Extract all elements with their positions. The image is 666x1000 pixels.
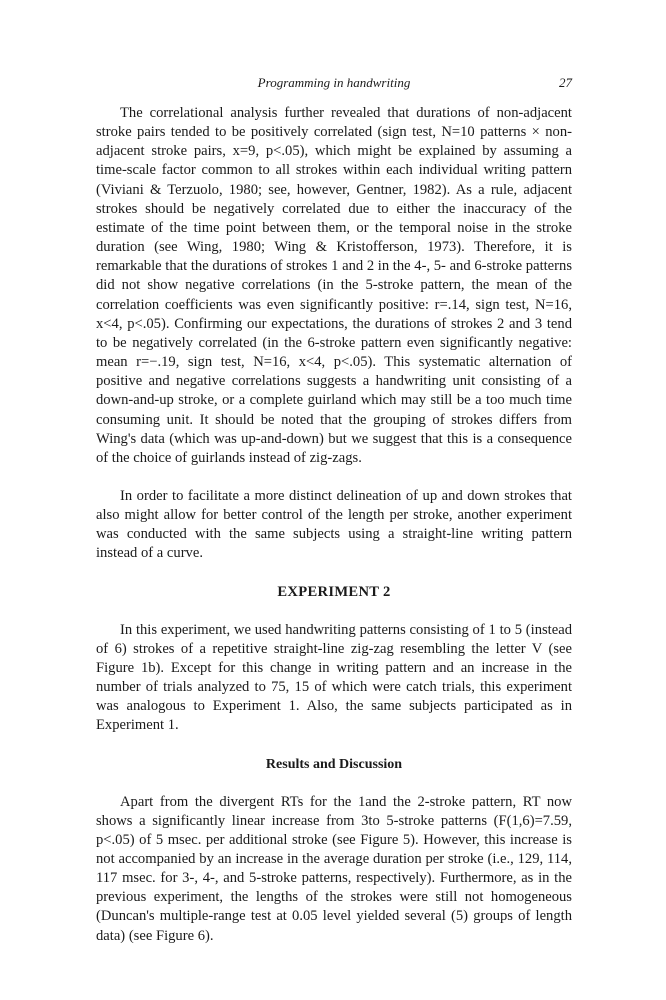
running-title: Programming in handwriting: [257, 75, 411, 90]
running-head: [96, 74, 572, 92]
subsection-heading-results: Results and Discussion: [265, 756, 403, 772]
paragraph-correlational-analysis: The correlational analysis further revealed that durations of non-adjacent stroke pairs tended to be positively correlated (sign test, N=10 patterns × non-adjacent stroke pairs, x=9, p<.05), which might be explained by assuming a time-scale factor common to all strokes within each individual writing pattern (Viviani & Terzuolo, 1980; see, however, Gentner, 1982). As a rule, adjacent strokes should be negatively correlated due to either the inaccuracy of the estimate of the time point between them, or the temporal noise in the stroke duration (see Wing, 1980; Wing & Kristofferson, 1973). Therefore, it is remarkable that the durations of strokes 1 and 2 in the 4-, 5- and 6-stroke patterns did not show negative correlations (in the 5-stroke pattern, the mean of the correlation coefficients was even significantly positive: r=.14, sign test, N=16, x<4, p<.05). Confirming our expectations, the durations of strokes 2 and 3 tend to be negatively correlated (in the 6-stroke pattern even significantly negative: mean r=−.19, sign test, N=16, x<4, p<.05). This systematic alternation of positive and negative correlations suggests a handwriting unit consisting of a down-and-up stroke, or a complete guirland which may still be a too much time consuming unit. It should be noted that the grouping of strokes differs from Wing's data (which was up-and-down) but we suggest that this is a consequence of the choice of guirlands instead of zig-zags.: [96, 105, 572, 466]
paragraph-experiment-2-method: In this experiment, we used handwriting patterns consisting of 1 to 5 (instead of 6) strokes of a repetitive straight-line zig-zag resembling the letter V (see Figure 1b). Except for this change in writing pattern and an increase in the number of trials analyzed to 75, 15 of which were catch trials, this experiment was analogous to Experiment 1. Also, the same subjects participated as in Experiment 1.: [96, 621, 572, 734]
section-gap: [96, 736, 572, 755]
body-text: [96, 104, 572, 946]
section-heading-experiment-2: EXPERIMENT 2: [277, 583, 391, 600]
section-gap: [96, 564, 572, 583]
paragraph-gap: [96, 468, 572, 487]
paragraph-straight-line-motivation: In order to facilitate a more distinct delineation of up and down strokes that also might allow for better control of the length per stroke, another experiment was conducted with the same subjects using a straight-line writing pattern instead of a curve.: [96, 487, 572, 562]
page-number: 27: [559, 75, 572, 90]
paragraph-results: Apart from the divergent RTs for the 1and the 2-stroke pattern, RT now shows a significantly linear increase from 3to 5-stroke patterns (F(1,6)=7.59, p<.05) of 5 msec. per additional stroke (see Figure 5). However, this increase is not accompanied by an increase in the average duration per stroke (i.e., 129, 114, 117 msec. for 3-, 4-, and 5-stroke patterns, respectively). Furthermore, as in the previous experiment, the lengths of the strokes were still not homogeneous (Duncan's multiple-range test at 0.05 level yielded several (5) groups of length data) (see Figure 6).: [96, 793, 572, 944]
heading-gap: [96, 774, 572, 793]
heading-gap: [96, 602, 572, 621]
